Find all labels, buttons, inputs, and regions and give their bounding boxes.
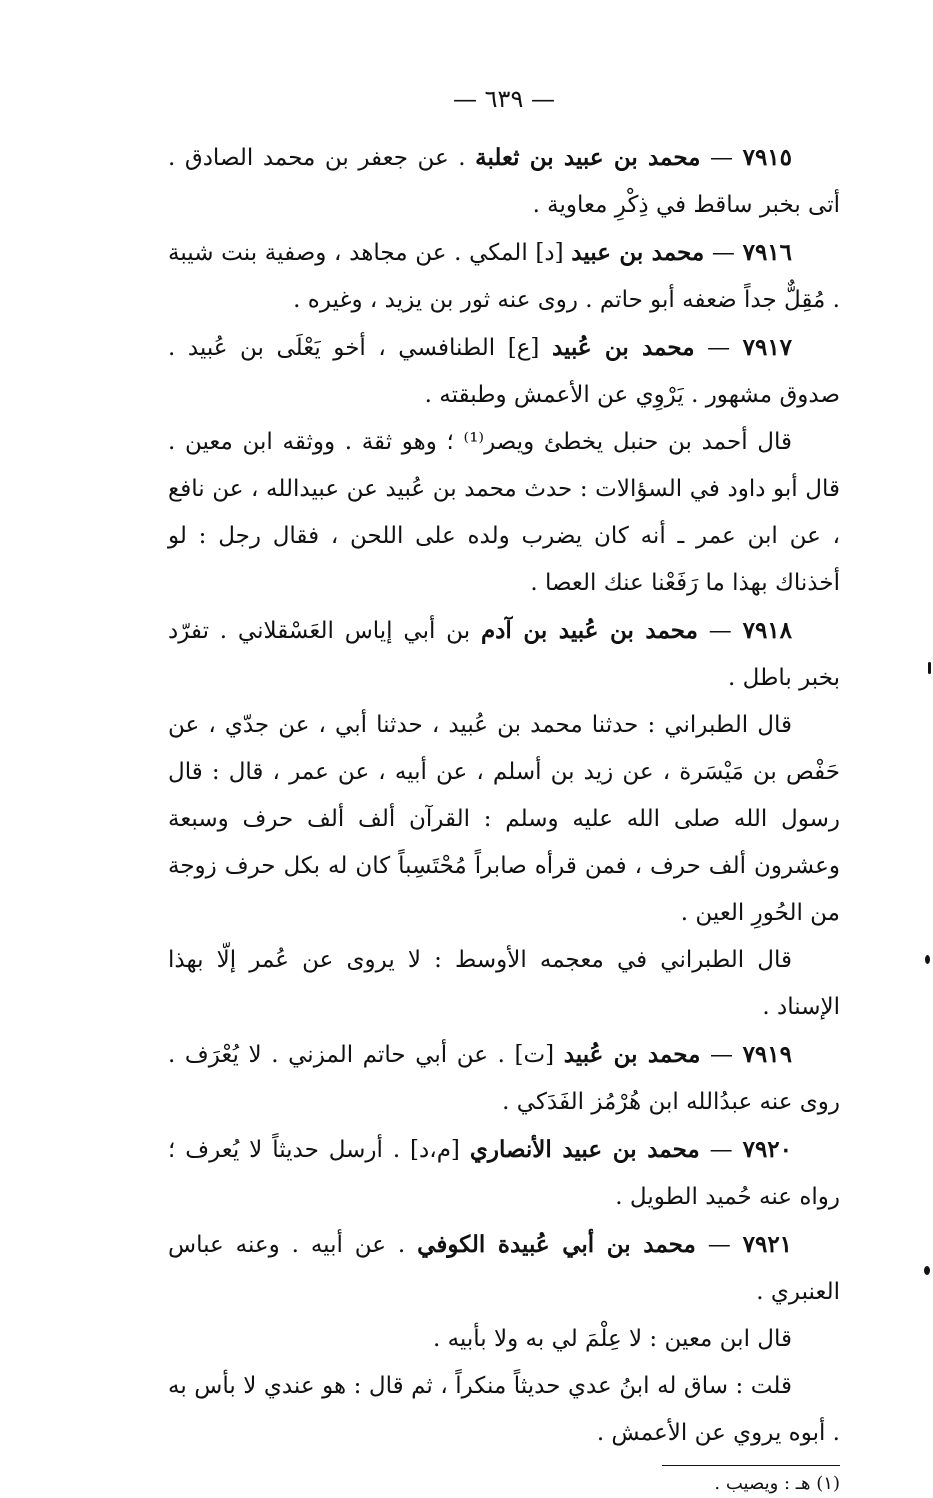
entry-number: ٧٩١٦: [742, 239, 793, 266]
entry-name: محمد بن عُبيد: [551, 334, 695, 361]
entry-text: [م،د] . أرسل حديثاً لا يُعرف ؛ رواه عنه حُميد الطويل .: [168, 1137, 840, 1210]
entry-name: محمد بن عبيد: [571, 239, 705, 266]
entry-text: [ت] . عن أبي حاتم المزني . لا يُعْرَف . روى عنه عبدُالله ابن هُرْمُز الفَدَكي .: [168, 1042, 840, 1115]
commentary-paragraph: قلت : ساق له ابنُ عدي حديثاً منكراً ، ثم قال : هو عندي لا بأس به . أبوه يروي عن الأعمش .: [168, 1373, 840, 1446]
entry-text: [ع] الطنافسي ، أخو يَعْلَى بن عُبيد . صدوق مشهور . يَرْوِي عن الأعمش وطبقته .: [168, 335, 840, 408]
entry-paragraph: ٧٩١٨ — محمد بن عُبيد بن آدم بن أبي إياس العَسْقلاني . تفرّد بخبر باطل .: [168, 617, 840, 691]
scan-speck: [925, 955, 930, 964]
scan-speck: [924, 1266, 930, 1275]
entry-text: . عن أبيه . وعنه عباس العنبري .: [168, 1232, 840, 1305]
entry-paragraph: ٧٩٢٠ — محمد بن عبيد الأنصاري [م،د] . أرسل حديثاً لا يُعرف ؛ رواه عنه حُميد الطويل .: [168, 1136, 840, 1210]
entry-name: محمد بن عُبيد بن آدم: [480, 617, 698, 644]
entry-number: ٧٩٢١: [742, 1231, 793, 1258]
entry-text: [د] المكي . عن مجاهد ، وصفية بنت شيبة . مُقِلٌّ جداً ضعفه أبو حاتم . روى عنه ثور بن يزيد ، وغيره .: [168, 240, 840, 313]
entry-number: ٧٩١٨: [742, 617, 793, 644]
entries-list: [168, 134, 840, 1457]
entry-paragraph: ٧٩١٥ — محمد بن عبيد بن ثعلبة . عن جعفر بن محمد الصادق . أتى بخبر ساقط في ذِكْرِ معاوية .: [168, 144, 840, 218]
entry-number: ٧٩١٥: [742, 144, 793, 171]
entry-name: محمد بن أبي عُبيدة الكوفي: [417, 1231, 696, 1258]
scan-speck: [928, 662, 931, 674]
page-number: — ٦٣٩ —: [453, 85, 555, 113]
entry-text: بن أبي إياس العَسْقلاني . تفرّد بخبر باطل .: [168, 618, 840, 691]
entry-paragraph: ٧٩١٧ — محمد بن عُبيد [ع] الطنافسي ، أخو يَعْلَى بن عُبيد . صدوق مشهور . يَرْوِي عن الأعمش وطبقته .: [168, 334, 840, 408]
entry-name: محمد بن عبيد بن ثعلبة: [475, 144, 701, 171]
page-body: [168, 84, 840, 1498]
commentary-paragraph: قال الطبراني في معجمه الأوسط : لا يروى عن عُمر إلّا بهذا الإسناد .: [168, 947, 840, 1020]
commentary-paragraph: قال الطبراني : حدثنا محمد بن عُبيد ، حدثنا أبي ، عن جدّي ، عن حَفْص بن مَيْسَرة ، عن زيد بن أسلم ، عن أبيه ، عن عمر ، قال : قال رسول الله صلى الله عليه وسلم : القرآن ألف ألف حرف وسبعة وعشرون ألف حرف ، فمن قرأه صابراً مُحْتَسِباً كان له بكل حرف زوجة من الحُورِ العين .: [168, 712, 840, 926]
entry-paragraph: ٧٩١٩ — محمد بن عُبيد [ت] . عن أبي حاتم المزني . لا يُعْرَف . روى عنه عبدُالله ابن هُرْمُز الفَدَكي .: [168, 1041, 840, 1115]
footnote-separator: [662, 1465, 840, 1466]
commentary-paragraph: قال ابن معين : لا عِلْمَ لي به ولا بأبيه .: [432, 1326, 792, 1352]
entry-paragraph: ٧٩١٦ — محمد بن عبيد [د] المكي . عن مجاهد ، وصفية بنت شيبة . مُقِلٌّ جداً ضعفه أبو حاتم . روى عنه ثور بن يزيد ، وغيره .: [168, 239, 840, 313]
entry-paragraph: ٧٩٢١ — محمد بن أبي عُبيدة الكوفي . عن أبيه . وعنه عباس العنبري .: [168, 1231, 840, 1305]
entry-number: ٧٩٢٠: [742, 1136, 793, 1163]
footnote: (١) هـ : ويصيب .: [714, 1473, 840, 1494]
entry-text: . عن جعفر بن محمد الصادق . أتى بخبر ساقط في ذِكْرِ معاوية .: [168, 145, 840, 218]
commentary-paragraph: قال أحمد بن حنبل يخطئ ويصر⁽¹⁾ ؛ وهو ثقة . ووثقه ابن معين . قال أبو داود في السؤالات : حدث محمد بن عُبيد عن عبيدالله ، عن نافع ، عن ابن عمر ـ أنه كان يضرب ولده على اللحن ، فقال رجل : لو أخذناك بهذا ما رَفَعْنا عنك العصا .: [168, 429, 840, 596]
entry-number: ٧٩١٧: [742, 334, 793, 361]
footnote-separator-wrap: [168, 1457, 840, 1466]
entry-number: ٧٩١٩: [742, 1041, 792, 1068]
entry-name: محمد بن عبيد الأنصاري: [469, 1136, 700, 1163]
entry-name: محمد بن عُبيد: [563, 1041, 701, 1068]
